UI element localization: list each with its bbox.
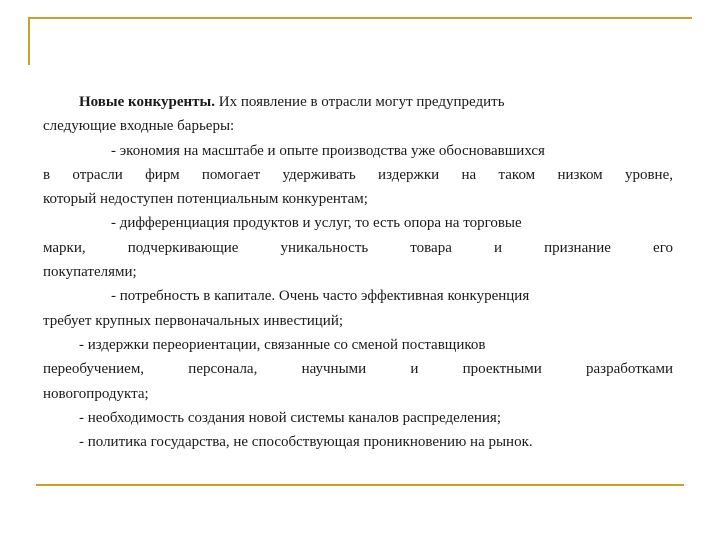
heading-rest: Их появление в отрасли могут предупредить	[215, 94, 505, 110]
item-4-line-2: переобучением, персонала, научными и проектными разработками	[43, 361, 673, 378]
heading-line-2: следующие входные барьеры:	[43, 118, 235, 135]
item-3-line-1: - потребность в капитале. Очень часто эффективная конкуренция	[111, 288, 530, 305]
item-1-line-1: - экономия на масштабе и опыте производства уже обосновавшихся	[111, 142, 545, 159]
item-4-line-1: - издержки переориентации, связанные со сменой поставщиков	[79, 336, 486, 353]
item-2-line-2: марки, подчеркивающие уникальность товара и признание его	[43, 239, 673, 256]
frame-left-line	[28, 17, 30, 65]
slide-text-body	[43, 90, 673, 454]
heading-bold: Новые конкуренты.	[79, 94, 216, 110]
heading-line-1	[43, 90, 673, 114]
item-2-line-1: - дифференциация продуктов и услуг, то есть опора на торговые	[111, 215, 522, 232]
item-4-line-3: новогопродукта;	[43, 385, 149, 402]
frame-top-line	[28, 17, 692, 19]
item-6: - политика государства, не способствующая проникновению на рынок.	[79, 434, 533, 451]
item-2-line-3: покупателями;	[43, 264, 137, 281]
item-5: - необходимость создания новой системы каналов распределения;	[79, 409, 501, 426]
item-1-line-3: который недоступен потенциальным конкурентам;	[43, 191, 368, 208]
frame-bottom-line	[36, 484, 684, 486]
item-3-line-2: требует крупных первоначальных инвестиций;	[43, 312, 344, 329]
item-1-line-2: в отрасли фирм помогает удерживать издержки на таком низком уровне,	[43, 166, 673, 183]
